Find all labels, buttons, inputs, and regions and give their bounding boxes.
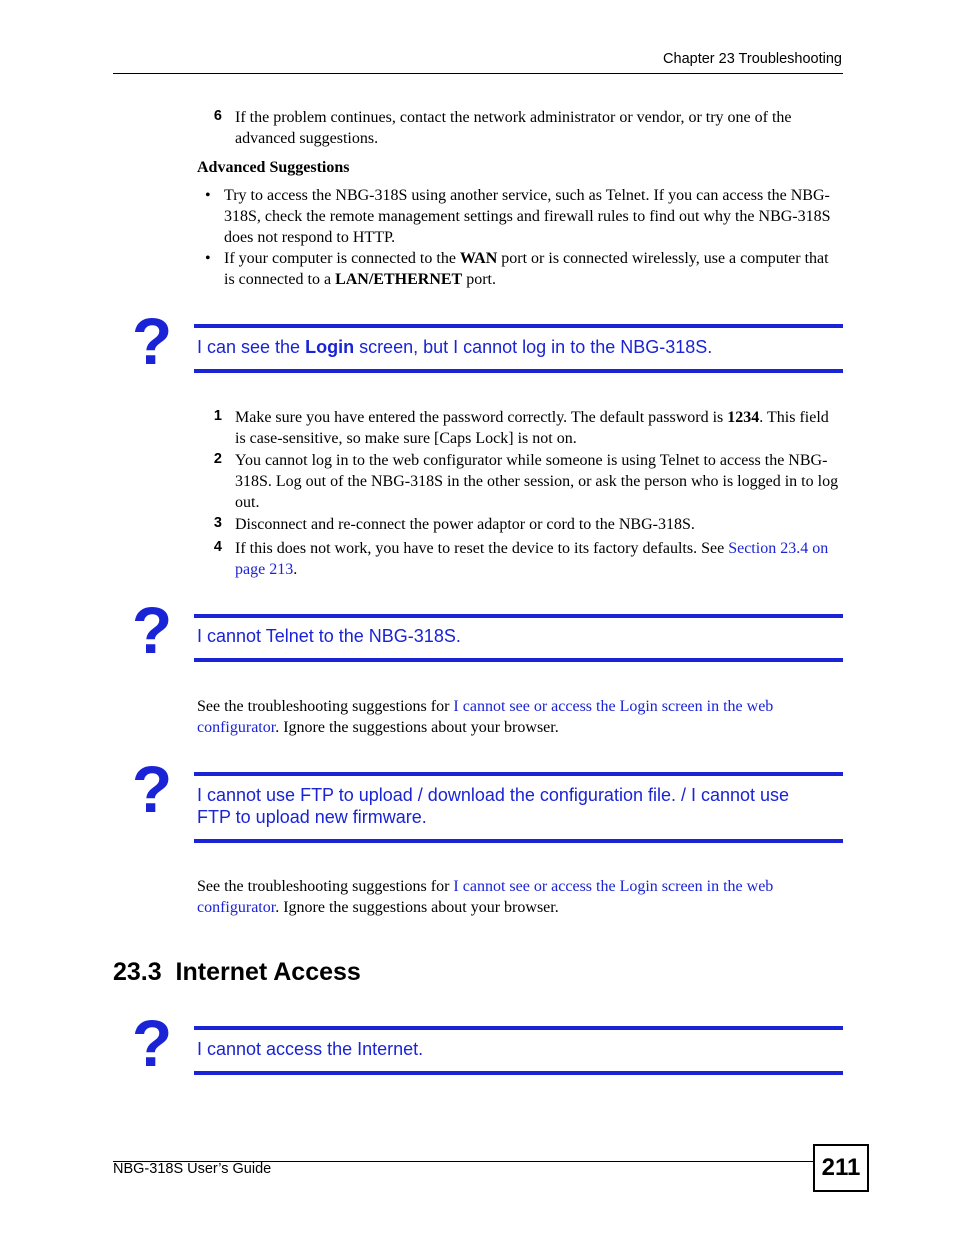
step-number: 1: [213, 408, 222, 424]
running-head: Chapter 23 Troubleshooting: [663, 51, 842, 67]
question-rule-bottom: [194, 1071, 843, 1075]
step-text: If this does not work, you have to reset the device to its factory defaults. See Section 23.4 on page 213.: [235, 540, 829, 578]
question-rule-bottom: [194, 369, 843, 373]
bullet-dot: •: [205, 187, 211, 204]
section-link[interactable]: Section 23.4 on page 213: [235, 540, 829, 578]
question-icon: ?: [131, 752, 173, 826]
step-number: 2: [213, 451, 222, 467]
step-number: 6: [213, 108, 222, 124]
step-text: If the problem continues, contact the network administrator or vendor, or try one of the advanced suggestions.: [235, 109, 792, 147]
login-screen-link[interactable]: I cannot see or access the Login screen in the web configurator: [197, 698, 774, 736]
step-number: 3: [213, 515, 222, 531]
login-screen-link[interactable]: I cannot see or access the Login screen in the web configurator: [197, 878, 774, 916]
header-rule: [113, 73, 843, 74]
advanced-suggestions-heading: Advanced Suggestions: [197, 159, 350, 176]
step-text: Disconnect and re-connect the power adaptor or cord to the NBG-318S.: [235, 516, 695, 533]
step-text: You cannot log in to the web configurator while someone is using Telnet to access the NBG-318S. Log out of the NBG-318S in the other session, or ask the person who is logged in to log out.: [235, 452, 839, 511]
footer-guide-title: NBG-318S User’s Guide: [113, 1161, 272, 1177]
question-icon: ?: [131, 593, 173, 667]
question-heading: I cannot Telnet to the NBG-318S.: [197, 626, 461, 646]
bullet-text: Try to access the NBG-318S using another service, such as Telnet. If you can access the NBG-318S, check the remote management settings and firewall rules to find out why the NBG-318S does not respond to HTTP.: [224, 187, 831, 246]
question-icon: ?: [131, 1006, 173, 1080]
telnet-body: See the troubleshooting suggestions for I cannot see or access the Login screen in the web configurator. Ignore the suggestions about your browser.: [197, 698, 774, 736]
page-number: 211: [813, 1144, 869, 1192]
question-rule-bottom: [194, 839, 843, 843]
bullet-text: If your computer is connected to the WAN port or is connected wirelessly, use a computer that is connected to a LAN/ETHERNET port.: [224, 250, 829, 288]
question-heading: I cannot use FTP to upload / download the configuration file. / I cannot use FTP to upload new firmware.: [197, 785, 790, 827]
question-heading: I cannot access the Internet.: [197, 1039, 424, 1059]
question-icon: ?: [131, 304, 173, 378]
question-rule-bottom: [194, 658, 843, 662]
question-heading: I can see the Login screen, but I cannot log in to the NBG-318S.: [197, 337, 713, 357]
section-heading: 23.3 Internet Access: [113, 958, 361, 986]
step-number: 4: [213, 539, 222, 555]
question-rule-top: [194, 324, 843, 328]
ftp-body: See the troubleshooting suggestions for I cannot see or access the Login screen in the web configurator. Ignore the suggestions about your browser.: [197, 878, 774, 916]
question-rule-top: [194, 1026, 843, 1030]
step-text: Make sure you have entered the password correctly. The default password is 1234. This field is case-sensitive, so make sure [Caps Lock] is not on.: [235, 409, 829, 447]
question-rule-top: [194, 614, 843, 618]
bullet-dot: •: [205, 250, 211, 267]
question-rule-top: [194, 772, 843, 776]
